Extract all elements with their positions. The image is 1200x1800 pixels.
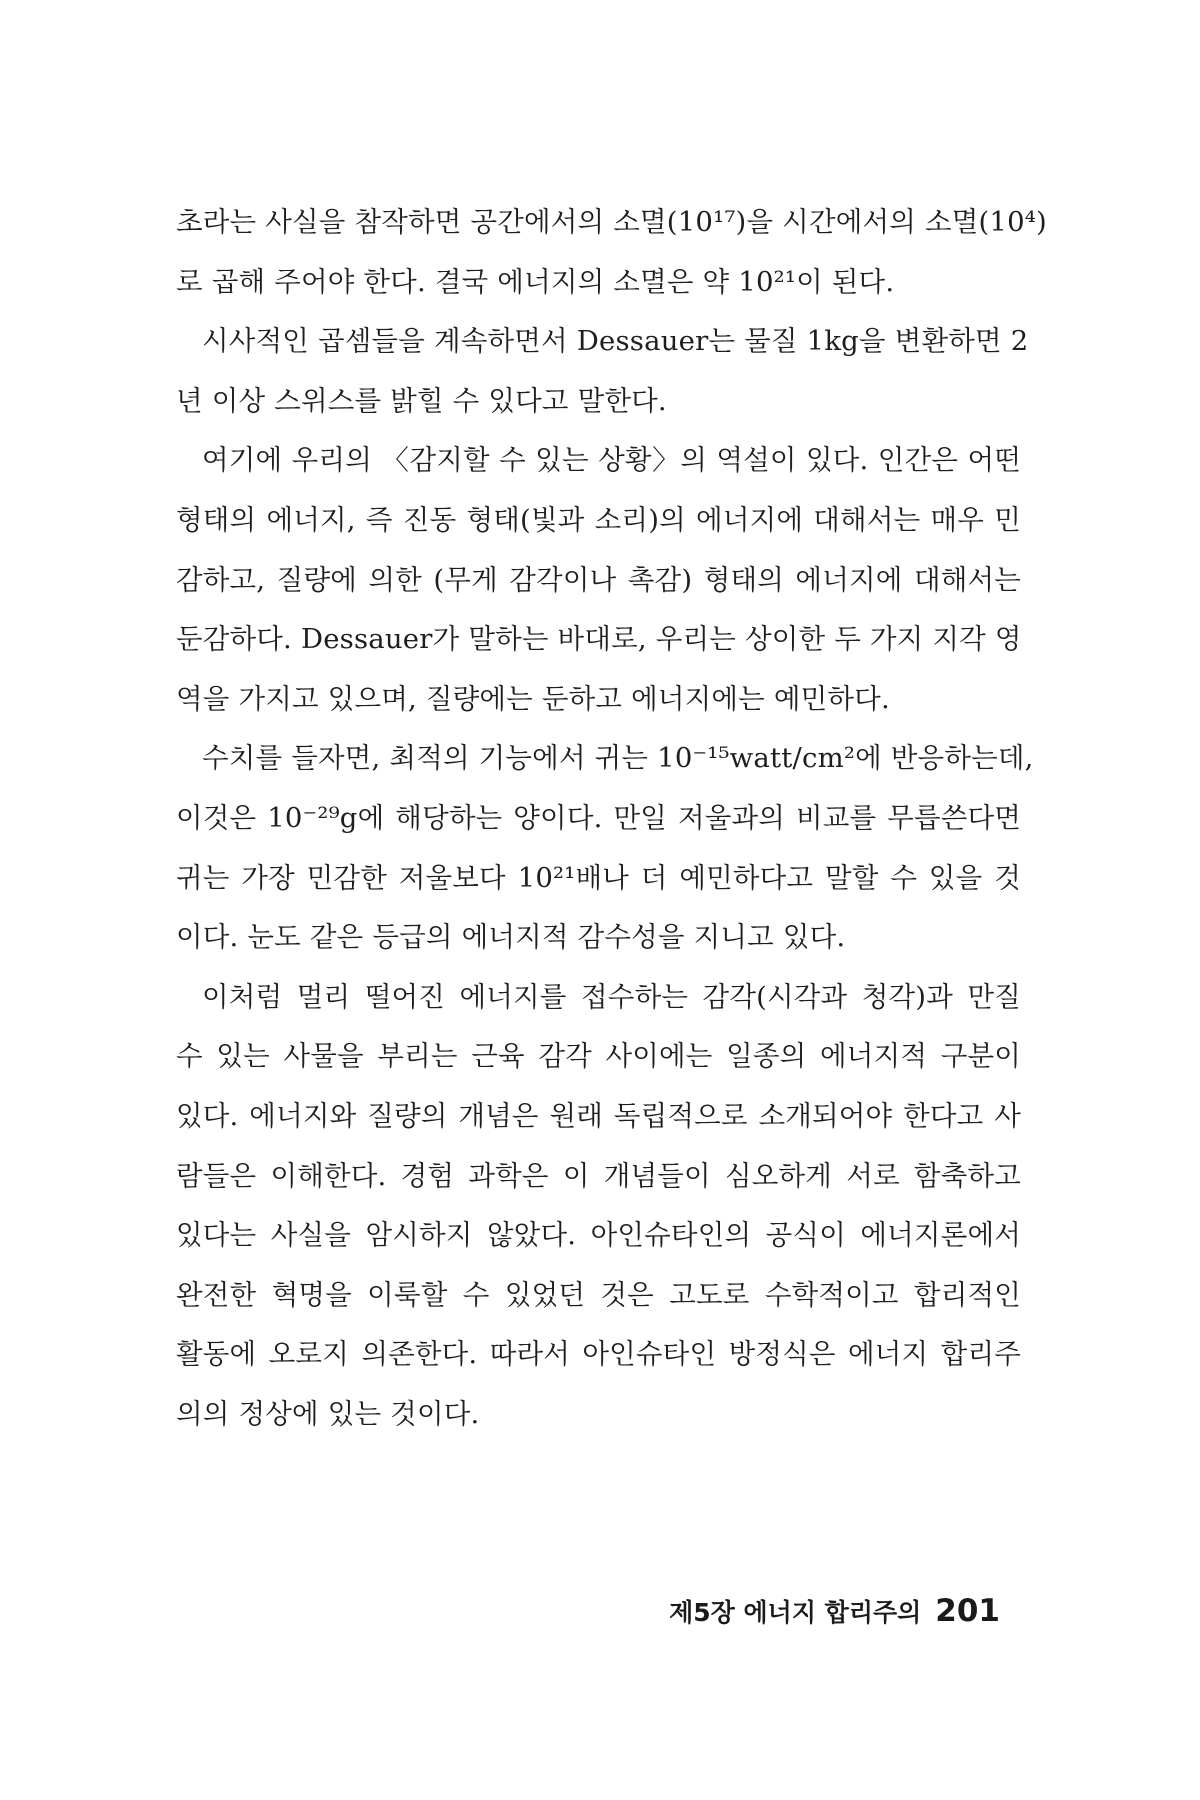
text-line: 의의 정상에 있는 것이다. xyxy=(176,1397,480,1430)
text-line: 감하고, 질량에 의한 (무게 감각이나 촉감) 형태의 에너지에 대해서는 xyxy=(176,563,1021,596)
text-line: 귀는 가장 민감한 저울보다 10²¹배나 더 예민하다고 말할 수 있을 것 xyxy=(176,861,1021,894)
text-line: 형태의 에너지, 즉 진동 형태(빛과 소리)의 에너지에 대해서는 매우 민 xyxy=(176,503,1021,536)
text-line: 여기에 우리의 〈감지할 수 있는 상황〉의 역설이 있다. 인간은 어떤 xyxy=(202,444,1021,477)
text-line: 로 곱해 주어야 한다. 결국 에너지의 소멸은 약 10²¹이 된다. xyxy=(176,265,895,298)
text-line: 있다는 사실을 암시하지 않았다. 아인슈타인의 공식이 에너지론에서 xyxy=(176,1219,1021,1252)
text-line: 이것은 10⁻²⁹g에 해당하는 양이다. 만일 저울과의 비교를 무릅쓴다면 xyxy=(176,801,1021,834)
text-line: 수 있는 사물을 부리는 근육 감각 사이에는 일종의 에너지적 구분이 xyxy=(176,1040,1021,1073)
text-line: 이다. 눈도 같은 등급의 에너지적 감수성을 지니고 있다. xyxy=(176,921,846,954)
text-line: 완전한 혁명을 이룩할 수 있었던 것은 고도로 수학적이고 합리적인 xyxy=(176,1278,1021,1311)
text-line: 년 이상 스위스를 밝힐 수 있다고 말한다. xyxy=(176,384,667,417)
chapter-title: 제5장 에너지 합리주의 xyxy=(669,1598,922,1627)
page-number: 201 xyxy=(935,1593,1000,1629)
body-text xyxy=(176,193,1047,1444)
text-line: 있다. 에너지와 질량의 개념은 원래 독립적으로 소개되어야 한다고 사 xyxy=(176,1099,1021,1132)
text-line: 람들은 이해한다. 경험 과학은 이 개념들이 심오하게 서로 함축하고 xyxy=(176,1159,1021,1192)
text-line: 이처럼 멀리 떨어진 에너지를 접수하는 감각(시각과 청각)과 만질 xyxy=(202,980,1021,1013)
text-line: 수치를 들자면, 최적의 기능에서 귀는 10⁻¹⁵watt/cm²에 반응하는데, xyxy=(202,742,1034,775)
text-line: 초라는 사실을 참작하면 공간에서의 소멸(10¹⁷)을 시간에서의 소멸(10⁴) xyxy=(176,206,1047,238)
text-line: 역을 가지고 있으며, 질량에는 둔하고 에너지에는 예민하다. xyxy=(176,682,890,715)
page-footer xyxy=(669,1593,1000,1629)
text-line: 활동에 오로지 의존한다. 따라서 아인슈타인 방정식은 에너지 합리주 xyxy=(176,1338,1021,1371)
text-line: 둔감하다. Dessauer가 말하는 바대로, 우리는 상이한 두 가지 지각 영 xyxy=(176,623,1022,656)
text-line: 시사적인 곱셈들을 계속하면서 Dessauer는 물질 1kg을 변환하면 2 xyxy=(202,325,1029,358)
